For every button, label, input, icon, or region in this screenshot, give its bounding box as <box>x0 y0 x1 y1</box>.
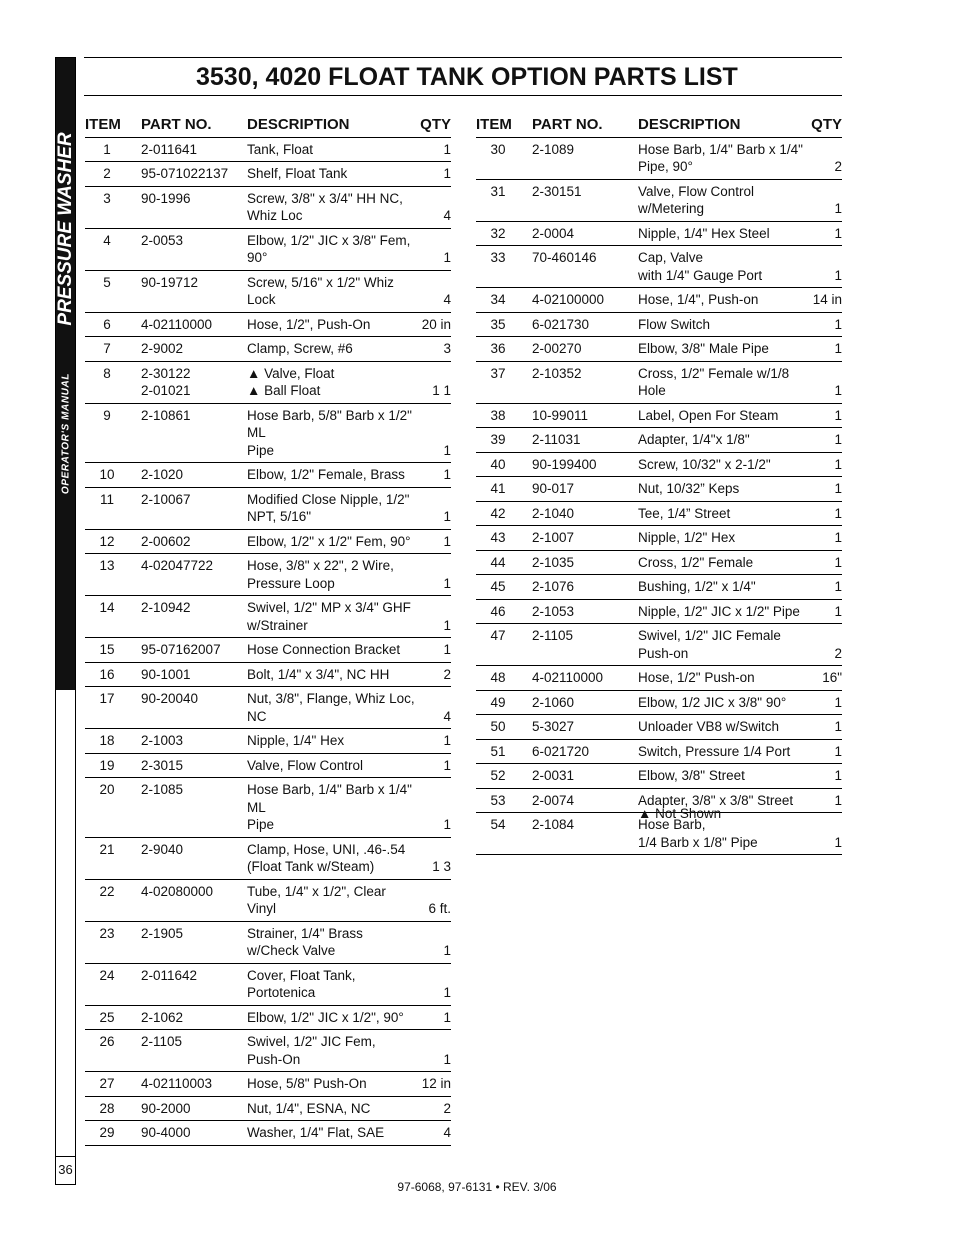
item-cell: 41 <box>476 477 520 502</box>
qty-cell: 12 in <box>419 1072 451 1097</box>
part-number-cell: 4-02100000 <box>520 288 638 313</box>
table-row <box>476 361 842 403</box>
item-cell: 32 <box>476 221 520 246</box>
qty-cell: 20 in <box>419 312 451 337</box>
item-cell: 9 <box>85 403 129 463</box>
item-cell: 37 <box>476 361 520 403</box>
table-row <box>85 1005 451 1030</box>
part-number-cell: 90-19712 <box>129 270 247 312</box>
table-row <box>85 554 451 596</box>
col-desc-header: DESCRIPTION <box>638 114 810 137</box>
table-row <box>476 312 842 337</box>
item-cell: 52 <box>476 764 520 789</box>
qty-cell: 1 1 <box>419 361 451 403</box>
description-cell: Cap, Valve with 1/4" Gauge Port <box>638 246 810 288</box>
table-row <box>85 270 451 312</box>
qty-cell: 1 <box>810 179 842 221</box>
qty-cell: 1 <box>419 596 451 638</box>
page-title: 3530, 4020 FLOAT TANK OPTION PARTS LIST <box>196 63 738 91</box>
qty-cell: 1 <box>810 788 842 813</box>
item-cell: 44 <box>476 550 520 575</box>
table-row <box>476 526 842 551</box>
part-number-cell: 90-1996 <box>129 186 247 228</box>
qty-cell: 1 <box>810 550 842 575</box>
item-cell: 15 <box>85 638 129 663</box>
item-cell: 27 <box>85 1072 129 1097</box>
description-cell: Elbow, 1/2" x 1/2" Fem, 90° <box>247 529 419 554</box>
description-cell: Swivel, 1/2" JIC Female Push-on <box>638 624 810 666</box>
table-row <box>476 599 842 624</box>
description-cell: Swivel, 1/2" JIC Fem, Push-On <box>247 1030 419 1072</box>
description-cell: Valve, Flow Control <box>247 753 419 778</box>
description-cell: Hose Barb, 1/4 Barb x 1/8" Pipe <box>638 813 810 855</box>
description-cell: Clamp, Screw, #6 <box>247 337 419 362</box>
item-cell: 4 <box>85 228 129 270</box>
item-cell: 10 <box>85 463 129 488</box>
description-cell: Cover, Float Tank, Portotenica <box>247 963 419 1005</box>
footnote: ▲ Not Shown <box>638 806 722 821</box>
description-cell: Clamp, Hose, UNI, .46-.54 (Float Tank w/Steam) <box>247 837 419 879</box>
sidebar <box>55 57 76 1185</box>
part-number-cell: 2-10067 <box>129 487 247 529</box>
item-cell: 39 <box>476 428 520 453</box>
description-cell: Modified Close Nipple, 1/2" NPT, 5/16" <box>247 487 419 529</box>
part-number-cell: 2-1003 <box>129 729 247 754</box>
table-row <box>476 179 842 221</box>
table-row <box>476 477 842 502</box>
item-cell: 6 <box>85 312 129 337</box>
item-cell: 50 <box>476 715 520 740</box>
description-cell: Elbow, 1/2" JIC x 1/2", 90° <box>247 1005 419 1030</box>
description-cell: Hose, 3/8" x 22", 2 Wire, Pressure Loop <box>247 554 419 596</box>
item-cell: 53 <box>476 788 520 813</box>
table-row <box>85 487 451 529</box>
table-row <box>85 638 451 663</box>
qty-cell: 1 <box>810 477 842 502</box>
table-row <box>476 501 842 526</box>
item-cell: 29 <box>85 1121 129 1146</box>
part-number-cell: 4-02110003 <box>129 1072 247 1097</box>
item-cell: 35 <box>476 312 520 337</box>
qty-cell: 1 <box>810 403 842 428</box>
item-cell: 21 <box>85 837 129 879</box>
part-number-cell: 2-30151 <box>520 179 638 221</box>
part-number-cell: 2-00602 <box>129 529 247 554</box>
qty-cell: 2 <box>810 624 842 666</box>
item-cell: 38 <box>476 403 520 428</box>
qty-cell: 1 <box>419 529 451 554</box>
part-number-cell: 90-20040 <box>129 687 247 729</box>
part-number-cell: 90-2000 <box>129 1096 247 1121</box>
part-number-cell: 2-1076 <box>520 575 638 600</box>
qty-cell: 14 in <box>810 288 842 313</box>
item-cell: 20 <box>85 778 129 838</box>
description-cell: Elbow, 3/8" Male Pipe <box>638 337 810 362</box>
table-row <box>476 246 842 288</box>
part-number-cell: 2-30122 2-01021 <box>129 361 247 403</box>
table-row <box>476 739 842 764</box>
part-number-cell: 2-011642 <box>129 963 247 1005</box>
qty-cell: 1 <box>810 526 842 551</box>
description-cell: Tank, Float <box>247 137 419 162</box>
description-cell: Screw, 10/32" x 2-1/2" <box>638 452 810 477</box>
description-cell: Hose, 5/8" Push-On <box>247 1072 419 1097</box>
part-number-cell: 2-1062 <box>129 1005 247 1030</box>
col-desc-header: DESCRIPTION <box>247 114 419 137</box>
description-cell: Valve, Flow Control w/Metering <box>638 179 810 221</box>
description-cell: Cross, 1/2" Female <box>638 550 810 575</box>
qty-cell: 1 <box>419 137 451 162</box>
table-row <box>85 837 451 879</box>
table-row <box>476 715 842 740</box>
title-bar <box>84 57 842 96</box>
item-cell: 14 <box>85 596 129 638</box>
part-number-cell: 95-071022137 <box>129 162 247 187</box>
qty-cell: 2 <box>419 662 451 687</box>
part-number-cell: 5-3027 <box>520 715 638 740</box>
part-number-cell: 2-9002 <box>129 337 247 362</box>
table-header-row <box>85 114 451 137</box>
table-row <box>476 764 842 789</box>
description-cell: Flow Switch <box>638 312 810 337</box>
table-row <box>476 288 842 313</box>
table-row <box>85 753 451 778</box>
item-cell: 11 <box>85 487 129 529</box>
description-cell: Label, Open For Steam <box>638 403 810 428</box>
description-cell: Elbow, 1/2" JIC x 3/8" Fem, 90° <box>247 228 419 270</box>
qty-cell: 1 <box>419 554 451 596</box>
table-row <box>85 337 451 362</box>
item-cell: 25 <box>85 1005 129 1030</box>
part-number-cell: 90-199400 <box>520 452 638 477</box>
part-number-cell: 90-4000 <box>129 1121 247 1146</box>
item-cell: 33 <box>476 246 520 288</box>
item-cell: 8 <box>85 361 129 403</box>
description-cell: Adapter, 3/8" x 3/8" Street <box>638 788 810 813</box>
item-cell: 24 <box>85 963 129 1005</box>
table-row <box>85 596 451 638</box>
qty-cell: 16" <box>810 666 842 691</box>
item-cell: 43 <box>476 526 520 551</box>
qty-cell: 1 <box>419 228 451 270</box>
description-cell: Tee, 1/4” Street <box>638 501 810 526</box>
description-cell: Tube, 1/4" x 1/2", Clear Vinyl <box>247 879 419 921</box>
part-number-cell: 2-1035 <box>520 550 638 575</box>
qty-cell: 1 <box>419 729 451 754</box>
description-cell: Hose Barb, 1/4" Barb x 1/4" Pipe, 90° <box>638 137 810 179</box>
part-number-cell: 2-1053 <box>520 599 638 624</box>
qty-cell: 1 <box>810 813 842 855</box>
description-cell: Cross, 1/2" Female w/1/8 Hole <box>638 361 810 403</box>
item-cell: 54 <box>476 813 520 855</box>
qty-cell: 1 <box>810 221 842 246</box>
description-cell: Hose, 1/4", Push-on <box>638 288 810 313</box>
description-cell: Shelf, Float Tank <box>247 162 419 187</box>
part-number-cell: 2-10942 <box>129 596 247 638</box>
part-number-cell: 70-460146 <box>520 246 638 288</box>
description-cell: Nipple, 1/2" Hex <box>638 526 810 551</box>
description-cell: Washer, 1/4" Flat, SAE <box>247 1121 419 1146</box>
table-row <box>476 550 842 575</box>
item-cell: 12 <box>85 529 129 554</box>
sidebar-title: PRESSURE WASHER <box>55 132 76 326</box>
table-row <box>85 963 451 1005</box>
description-cell: Nut, 1/4", ESNA, NC <box>247 1096 419 1121</box>
part-number-cell: 2-1105 <box>520 624 638 666</box>
item-cell: 45 <box>476 575 520 600</box>
item-cell: 46 <box>476 599 520 624</box>
part-number-cell: 95-07162007 <box>129 638 247 663</box>
part-number-cell: 2-11031 <box>520 428 638 453</box>
qty-cell: 1 <box>810 575 842 600</box>
qty-cell: 6 ft. <box>419 879 451 921</box>
description-cell: Bushing, 1/2" x 1/4" <box>638 575 810 600</box>
qty-cell: 1 <box>810 739 842 764</box>
description-cell: Elbow, 1/2 JIC x 3/8" 90° <box>638 690 810 715</box>
description-cell: ▲ Valve, Float ▲ Ball Float <box>247 361 419 403</box>
col-qty-header: QTY <box>810 114 842 137</box>
part-number-cell: 4-02110000 <box>129 312 247 337</box>
col-part-header: PART NO. <box>129 114 247 137</box>
description-cell: Bolt, 1/4" x 3/4", NC HH <box>247 662 419 687</box>
description-cell: Hose, 1/2", Push-On <box>247 312 419 337</box>
qty-cell: 1 <box>810 337 842 362</box>
parts-table-right <box>476 114 842 855</box>
part-number-cell: 2-0004 <box>520 221 638 246</box>
part-number-cell: 2-10861 <box>129 403 247 463</box>
table-row <box>476 221 842 246</box>
part-number-cell: 2-10352 <box>520 361 638 403</box>
item-cell: 18 <box>85 729 129 754</box>
qty-cell: 1 <box>810 599 842 624</box>
qty-cell: 1 <box>810 764 842 789</box>
description-cell: Nipple, 1/4" Hex Steel <box>638 221 810 246</box>
part-number-cell: 2-0031 <box>520 764 638 789</box>
description-cell: Swivel, 1/2" MP x 3/4" GHF w/Strainer <box>247 596 419 638</box>
part-number-cell: 2-3015 <box>129 753 247 778</box>
sidebar-band <box>56 58 75 690</box>
qty-cell: 1 <box>810 690 842 715</box>
parts-table-left-body <box>85 137 451 1145</box>
qty-cell: 1 <box>419 403 451 463</box>
page-number: 36 <box>56 1156 75 1183</box>
part-number-cell: 2-1060 <box>520 690 638 715</box>
part-number-cell: 2-1905 <box>129 921 247 963</box>
qty-cell: 4 <box>419 186 451 228</box>
item-cell: 34 <box>476 288 520 313</box>
table-row <box>476 403 842 428</box>
qty-cell: 1 <box>419 1005 451 1030</box>
table-row <box>85 228 451 270</box>
item-cell: 30 <box>476 137 520 179</box>
table-header-row <box>476 114 842 137</box>
description-cell: Adapter, 1/4"x 1/8" <box>638 428 810 453</box>
description-cell: Elbow, 3/8" Street <box>638 764 810 789</box>
table-row <box>85 778 451 838</box>
description-cell: Nipple, 1/2" JIC x 1/2" Pipe <box>638 599 810 624</box>
item-cell: 40 <box>476 452 520 477</box>
part-number-cell: 2-1007 <box>520 526 638 551</box>
item-cell: 42 <box>476 501 520 526</box>
qty-cell: 1 <box>810 312 842 337</box>
part-number-cell: 2-011641 <box>129 137 247 162</box>
description-cell: Nut, 3/8", Flange, Whiz Loc, NC <box>247 687 419 729</box>
part-number-cell: 2-0074 <box>520 788 638 813</box>
qty-cell: 3 <box>419 337 451 362</box>
part-number-cell: 2-1085 <box>129 778 247 838</box>
qty-cell: 2 <box>419 1096 451 1121</box>
item-cell: 3 <box>85 186 129 228</box>
item-cell: 13 <box>85 554 129 596</box>
part-number-cell: 2-1040 <box>520 501 638 526</box>
part-number-cell: 6-021720 <box>520 739 638 764</box>
item-cell: 36 <box>476 337 520 362</box>
qty-cell: 1 <box>419 963 451 1005</box>
qty-cell: 4 <box>419 1121 451 1146</box>
description-cell: Hose Barb, 1/4" Barb x 1/4" ML Pipe <box>247 778 419 838</box>
description-cell: Hose Barb, 5/8" Barb x 1/2" ML Pipe <box>247 403 419 463</box>
qty-cell: 1 <box>419 638 451 663</box>
part-number-cell: 2-1084 <box>520 813 638 855</box>
description-cell: Elbow, 1/2" Female, Brass <box>247 463 419 488</box>
description-cell: Switch, Pressure 1/4 Port <box>638 739 810 764</box>
qty-cell: 1 <box>419 1030 451 1072</box>
qty-cell: 1 <box>419 162 451 187</box>
qty-cell: 1 <box>810 246 842 288</box>
col-qty-header: QTY <box>419 114 451 137</box>
table-row <box>85 729 451 754</box>
description-cell: Nipple, 1/4" Hex <box>247 729 419 754</box>
sidebar-subtitle: OPERATOR'S MANUAL <box>60 372 72 495</box>
item-cell: 16 <box>85 662 129 687</box>
item-cell: 51 <box>476 739 520 764</box>
table-row <box>85 186 451 228</box>
part-number-cell: 2-1105 <box>129 1030 247 1072</box>
table-row <box>85 162 451 187</box>
qty-cell: 1 <box>419 753 451 778</box>
qty-cell: 1 3 <box>419 837 451 879</box>
part-number-cell: 6-021730 <box>520 312 638 337</box>
item-cell: 7 <box>85 337 129 362</box>
item-cell: 2 <box>85 162 129 187</box>
table-row <box>476 452 842 477</box>
table-row <box>85 137 451 162</box>
part-number-cell: 4-02110000 <box>520 666 638 691</box>
part-number-cell: 4-02047722 <box>129 554 247 596</box>
part-number-cell: 2-00270 <box>520 337 638 362</box>
qty-cell: 1 <box>810 428 842 453</box>
table-row <box>476 428 842 453</box>
item-cell: 1 <box>85 137 129 162</box>
table-row <box>85 529 451 554</box>
parts-table-right-body <box>476 137 842 855</box>
item-cell: 28 <box>85 1096 129 1121</box>
table-row <box>476 666 842 691</box>
parts-table-left <box>85 114 451 1146</box>
qty-cell: 2 <box>810 137 842 179</box>
item-cell: 22 <box>85 879 129 921</box>
qty-cell: 1 <box>810 501 842 526</box>
qty-cell: 1 <box>810 715 842 740</box>
table-row <box>85 312 451 337</box>
qty-cell: 1 <box>419 921 451 963</box>
table-row <box>476 690 842 715</box>
qty-cell: 1 <box>810 452 842 477</box>
description-cell: Unloader VB8 w/Switch <box>638 715 810 740</box>
table-row <box>476 575 842 600</box>
table-row <box>476 137 842 179</box>
qty-cell: 1 <box>419 778 451 838</box>
description-cell: Nut, 10/32” Keps <box>638 477 810 502</box>
description-cell: Screw, 3/8" x 3/4" HH NC, Whiz Loc <box>247 186 419 228</box>
table-row <box>476 624 842 666</box>
part-number-cell: 90-1001 <box>129 662 247 687</box>
item-cell: 23 <box>85 921 129 963</box>
table-row <box>85 879 451 921</box>
table-row <box>85 1096 451 1121</box>
table-row <box>476 337 842 362</box>
qty-cell: 1 <box>419 487 451 529</box>
footer-doc-number: 97-6068, 97-6131 • REV. 3/06 <box>397 1180 557 1194</box>
table-row <box>85 921 451 963</box>
col-part-header: PART NO. <box>520 114 638 137</box>
description-cell: Hose Connection Bracket <box>247 638 419 663</box>
table-row <box>85 1072 451 1097</box>
part-number-cell: 90-017 <box>520 477 638 502</box>
item-cell: 17 <box>85 687 129 729</box>
part-number-cell: 2-9040 <box>129 837 247 879</box>
part-number-cell: 2-0053 <box>129 228 247 270</box>
table-row <box>85 662 451 687</box>
qty-cell: 4 <box>419 270 451 312</box>
part-number-cell: 10-99011 <box>520 403 638 428</box>
description-cell: Strainer, 1/4" Brass w/Check Valve <box>247 921 419 963</box>
table-row <box>85 687 451 729</box>
description-cell: Screw, 5/16" x 1/2" Whiz Lock <box>247 270 419 312</box>
item-cell: 19 <box>85 753 129 778</box>
table-row <box>85 403 451 463</box>
part-number-cell: 2-1089 <box>520 137 638 179</box>
qty-cell: 1 <box>810 361 842 403</box>
item-cell: 48 <box>476 666 520 691</box>
col-item-header: ITEM <box>85 114 129 137</box>
part-number-cell: 2-1020 <box>129 463 247 488</box>
qty-cell: 1 <box>419 463 451 488</box>
col-item-header: ITEM <box>476 114 520 137</box>
part-number-cell: 4-02080000 <box>129 879 247 921</box>
description-cell: Hose, 1/2" Push-on <box>638 666 810 691</box>
item-cell: 5 <box>85 270 129 312</box>
item-cell: 49 <box>476 690 520 715</box>
table-row <box>85 1030 451 1072</box>
table-row <box>85 463 451 488</box>
table-row <box>85 1121 451 1146</box>
item-cell: 31 <box>476 179 520 221</box>
table-row <box>85 361 451 403</box>
item-cell: 47 <box>476 624 520 666</box>
item-cell: 26 <box>85 1030 129 1072</box>
qty-cell: 4 <box>419 687 451 729</box>
